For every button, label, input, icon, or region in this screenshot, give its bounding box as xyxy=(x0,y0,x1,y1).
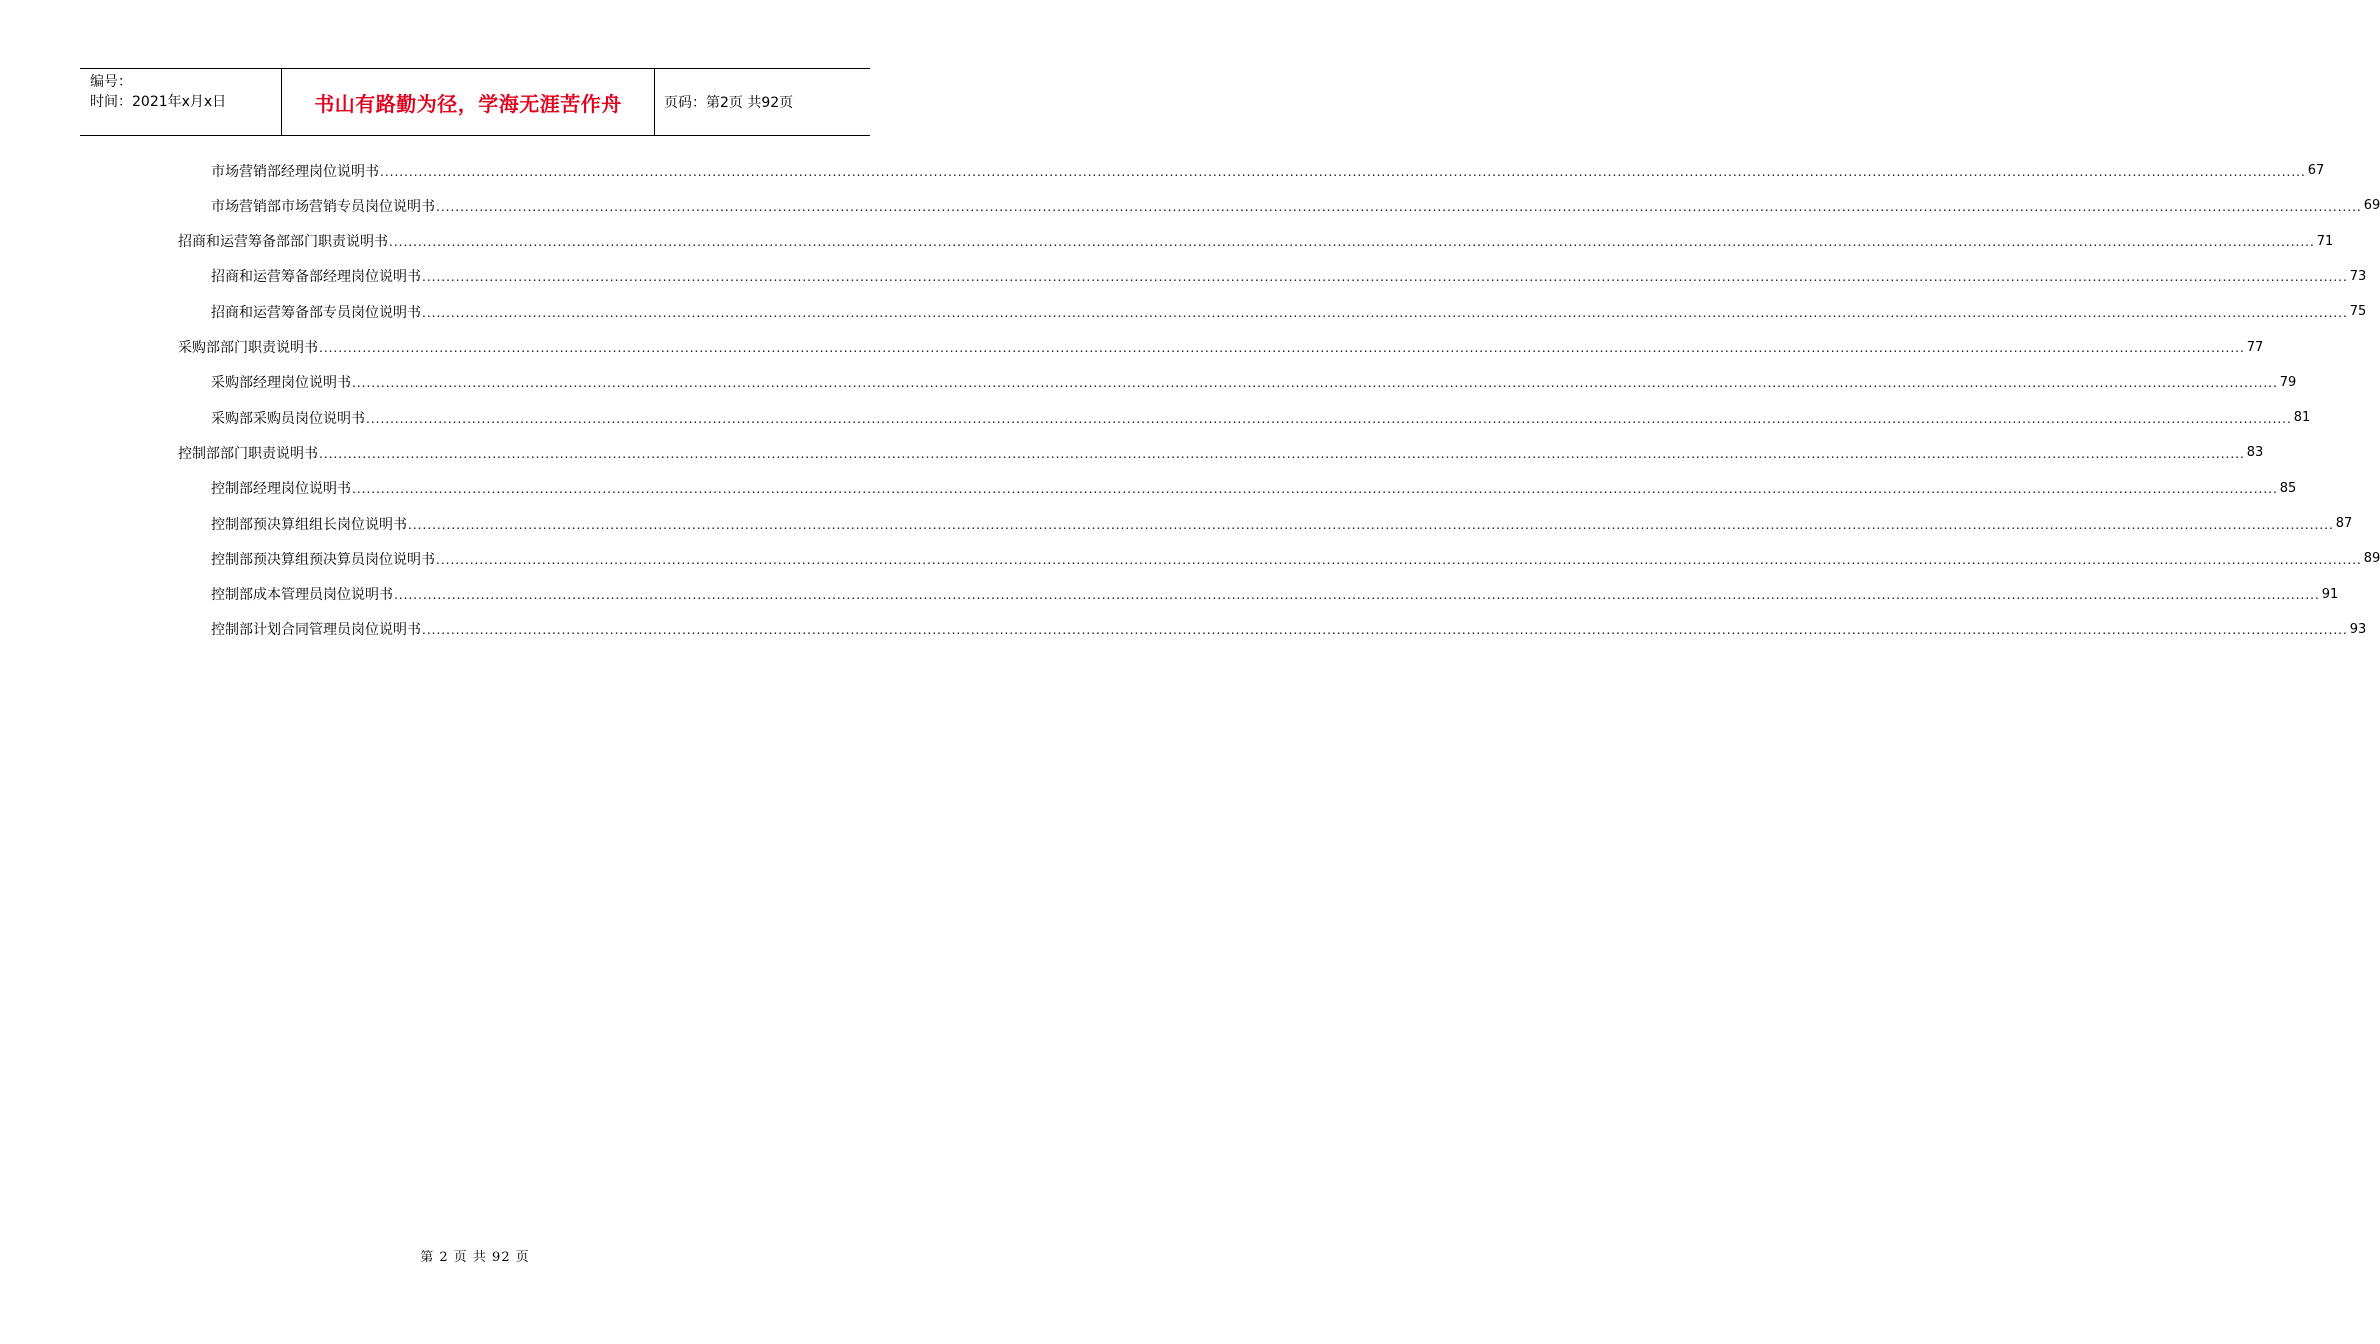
toc-entry-page: 77 xyxy=(2246,339,2264,355)
header-page-info: 页码：第2页 共92页 xyxy=(664,95,794,111)
toc-dot-leader: ................................................................................................................................................................................................................................................................................................................................................................................................................ xyxy=(352,482,2278,497)
toc-entry[interactable] xyxy=(211,506,2353,541)
toc-dot-leader: ................................................................................................................................................................................................................................................................................................................................................................................................................ xyxy=(422,623,2348,638)
toc-entry[interactable] xyxy=(211,612,2367,647)
toc-entry-page: 79 xyxy=(2279,374,2297,390)
toc-dot-leader: ................................................................................................................................................................................................................................................................................................................................................................................................................ xyxy=(319,341,2245,355)
toc-entry-page: 73 xyxy=(2349,268,2367,284)
toc-dot-leader: ................................................................................................................................................................................................................................................................................................................................................................................................................ xyxy=(380,164,2306,179)
toc-entry[interactable] xyxy=(211,400,2311,435)
toc-entry[interactable] xyxy=(178,435,2264,470)
code-label: 编号： xyxy=(90,74,132,90)
toc-entry-title: 招商和运营筹备部部门职责说明书 xyxy=(178,234,388,251)
toc-entry-page: 75 xyxy=(2349,304,2367,320)
toc-entry-title: 招商和运营筹备部经理岗位说明书 xyxy=(211,269,421,286)
toc-entry-page: 71 xyxy=(2316,233,2334,249)
toc-dot-leader: ................................................................................................................................................................................................................................................................................................................................................................................................................ xyxy=(366,411,2292,426)
toc-dot-leader: ................................................................................................................................................................................................................................................................................................................................................................................................................ xyxy=(394,588,2320,603)
toc-entry-page: 91 xyxy=(2321,586,2339,602)
toc-entry-page: 87 xyxy=(2335,516,2353,531)
toc-dot-leader: ................................................................................................................................................................................................................................................................................................................................................................................................................ xyxy=(319,446,2245,461)
toc-entry[interactable] xyxy=(211,259,2367,294)
toc-entry-page: 85 xyxy=(2279,480,2297,496)
toc-entry-title: 控制部预决算组组长岗位说明书 xyxy=(211,516,407,533)
toc-entry[interactable] xyxy=(211,188,2380,223)
toc-entry[interactable] xyxy=(211,577,2339,612)
toc-entry-title: 招商和运营筹备部专员岗位说明书 xyxy=(211,304,421,321)
toc-entry-page: 69 xyxy=(2363,198,2380,214)
toc-dot-leader: ................................................................................................................................................................................................................................................................................................................................................................................................................ xyxy=(436,552,2362,567)
toc-entry-page: 83 xyxy=(2246,445,2264,461)
header-motto: 书山有路勤为径，学海无涯苦作舟 xyxy=(282,69,655,135)
toc-entry[interactable] xyxy=(211,365,2297,400)
toc-entry-title: 控制部经理岗位说明书 xyxy=(211,481,351,498)
toc-entry-page: 89 xyxy=(2363,551,2380,567)
toc-entry-title: 控制部部门职责说明书 xyxy=(178,445,318,462)
toc-entry[interactable] xyxy=(211,471,2297,506)
toc-entry-title: 采购部采购员岗位说明书 xyxy=(211,410,365,427)
toc-entry-page: 93 xyxy=(2349,621,2367,637)
toc-entry[interactable] xyxy=(178,330,2264,365)
toc-entry[interactable] xyxy=(211,153,2325,188)
toc-entry-title: 控制部成本管理员岗位说明书 xyxy=(211,587,393,604)
toc-dot-leader: ................................................................................................................................................................................................................................................................................................................................................................................................................ xyxy=(422,305,2348,320)
toc-entry[interactable] xyxy=(211,541,2380,576)
time-label: 时间：2021年x月x日 xyxy=(90,94,227,110)
toc-dot-leader: ................................................................................................................................................................................................................................................................................................................................................................................................................ xyxy=(422,270,2348,285)
toc-dot-leader: ................................................................................................................................................................................................................................................................................................................................................................................................................ xyxy=(436,199,2362,214)
toc-entry-title: 采购部部门职责说明书 xyxy=(178,340,318,356)
toc-entry[interactable] xyxy=(178,224,2334,259)
toc-dot-leader: ................................................................................................................................................................................................................................................................................................................................................................................................................ xyxy=(389,235,2315,250)
page-footer: 第 2 页 共 92 页 xyxy=(420,1250,530,1265)
toc-entry[interactable] xyxy=(211,294,2367,329)
toc-entry-title: 市场营销部经理岗位说明书 xyxy=(211,163,379,180)
toc-dot-leader: ................................................................................................................................................................................................................................................................................................................................................................................................................ xyxy=(352,376,2278,391)
toc-entry-title: 控制部预决算组预决算员岗位说明书 xyxy=(211,551,435,568)
toc-entry-title: 采购部经理岗位说明书 xyxy=(211,375,351,392)
toc-entry-page: 67 xyxy=(2307,163,2325,178)
page-header xyxy=(80,68,870,136)
toc-entry-title: 市场营销部市场营销专员岗位说明书 xyxy=(211,198,435,215)
toc-entry-page: 81 xyxy=(2293,410,2311,426)
header-meta xyxy=(80,69,282,135)
toc-dot-leader: ................................................................................................................................................................................................................................................................................................................................................................................................................ xyxy=(408,517,2334,532)
toc-entry-title: 控制部计划合同管理员岗位说明书 xyxy=(211,622,421,639)
